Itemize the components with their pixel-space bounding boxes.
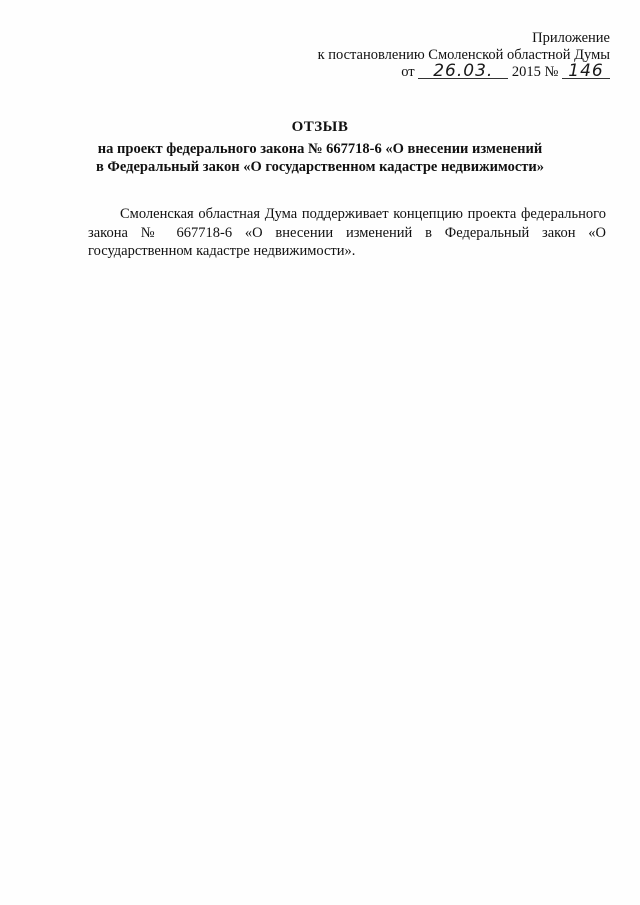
from-label: от xyxy=(401,64,415,80)
appendix-resolution-ref: к постановлению Смоленской областной Думы xyxy=(317,47,610,63)
title-line-2: в Федеральный закон «О государственном кадастре недвижимости» xyxy=(95,159,545,175)
appendix-date-line xyxy=(318,61,610,81)
year-number-label: 2015 № xyxy=(511,64,559,80)
document-title xyxy=(0,118,640,176)
appendix-label: Приложение xyxy=(532,30,610,46)
title-heading: ОТЗЫВ xyxy=(291,119,349,135)
body-paragraph: Смоленская областная Дума поддерживает концепцию проекта федерального закона № 667718-6 «О внесении изменений в Федеральный закон «О государственном кадастре недвижимости». xyxy=(88,206,606,259)
handwritten-number: 146 xyxy=(562,64,610,79)
appendix-header xyxy=(318,30,610,81)
handwritten-date: 26.03. xyxy=(418,64,508,79)
title-line-1: на проект федерального закона № 667718-6 «О внесении изменений xyxy=(97,141,543,157)
